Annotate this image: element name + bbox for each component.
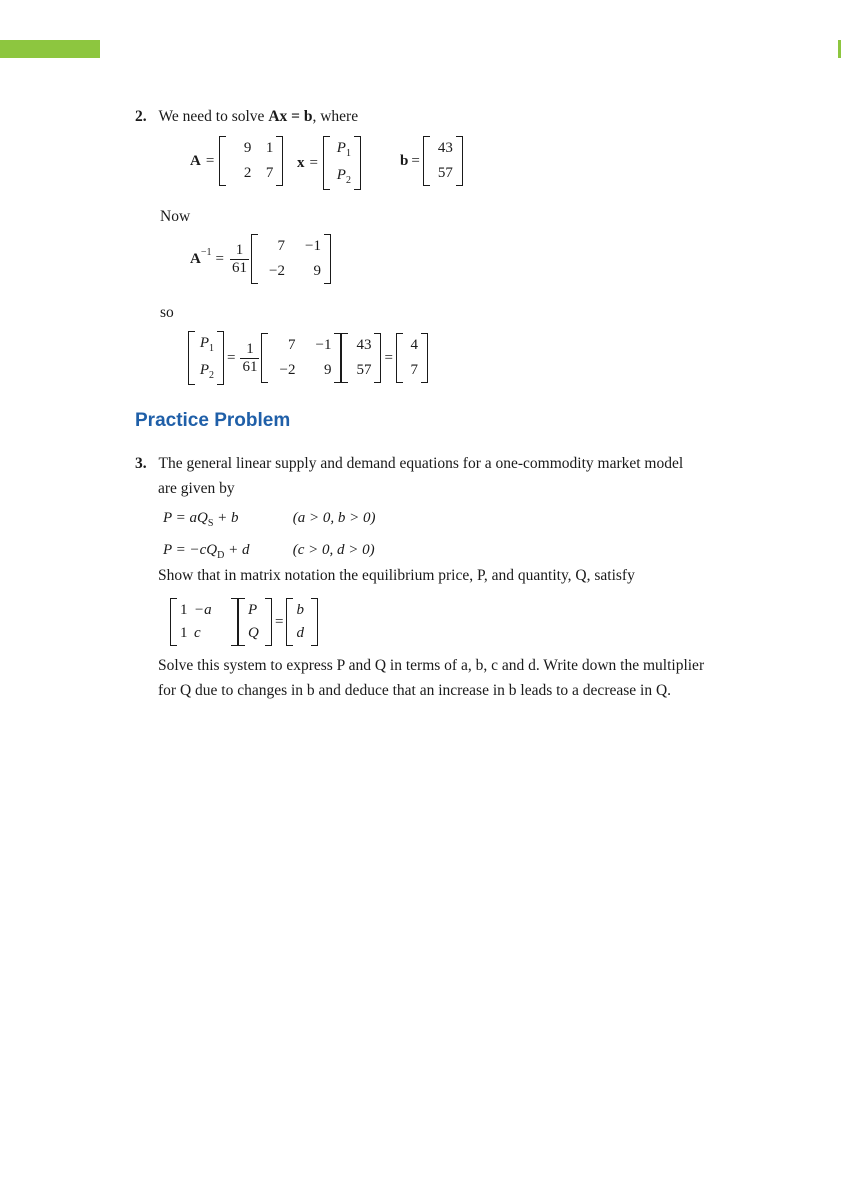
header-accent-bar (0, 40, 100, 58)
solve-line-1: Solve this system to express P and Q in terms of a, b, c and d. Write down the multiplier (158, 657, 705, 674)
supply-demand-equations (163, 505, 375, 569)
matrix-cell: −1 (304, 238, 321, 254)
solution-equation: $P_1$ $P_2$ = $\frac{1}{61}$ 7 −1 −2 9 43 57 = 4 7 (188, 331, 428, 385)
vector-b-entry: 43 (437, 140, 453, 156)
practice-problem-heading: Practice Problem (135, 410, 291, 431)
vector-x-entry: P (336, 167, 346, 183)
equation-rhs: + d (224, 542, 250, 558)
vector-entry: Q (248, 625, 259, 641)
vector-b-entry: 43 (356, 337, 372, 353)
matrix-a-cell: 1 (265, 140, 274, 156)
matrix-cell: −2 (268, 263, 285, 279)
equation-rhs: + b (213, 510, 239, 526)
fraction-numerator: 1 (246, 340, 254, 357)
equation-condition: (c > 0, d > 0) (292, 542, 375, 558)
equation-lhs: P = aQ (163, 510, 208, 526)
matrix-a-definition: A = 9 1 2 7 (190, 136, 283, 186)
matrix-cell: c (194, 625, 201, 641)
vector-x-entry: P (336, 140, 346, 156)
solve-text (158, 653, 808, 703)
subscript: D (217, 550, 225, 561)
vector-b (341, 333, 381, 383)
matrix-a-inverse-label: A (190, 250, 201, 267)
matrix-cell: 7 (277, 238, 285, 254)
subscript: S (207, 518, 214, 529)
equation-condition: (a > 0, b > 0) (292, 510, 376, 526)
result-entry: 4 (410, 337, 418, 353)
matrix-a-inverse-values (261, 333, 341, 383)
so-text: so (160, 304, 174, 321)
now-text: Now (160, 208, 191, 225)
intro-text-end: , where (312, 108, 359, 125)
coefficient-matrix (170, 598, 238, 646)
vector-b-entry: 57 (437, 165, 453, 181)
result-vector (396, 333, 428, 383)
intro-text: We need to solve (158, 108, 269, 125)
constant-vector (286, 598, 318, 646)
problem-3-line-2: are given by (158, 480, 235, 497)
fraction-denominator: 61 (231, 259, 247, 276)
vector-entry: d (296, 625, 304, 641)
subscript: 2 (345, 175, 351, 186)
vector-x-definition: x = $P_1$ $P_2$ (297, 136, 361, 190)
problem-2-intro (135, 104, 358, 129)
matrix-a-cell: 9 (243, 140, 252, 156)
vector-entry: b (296, 602, 304, 618)
fraction-numerator: 1 (235, 241, 244, 258)
matrix-cell: 9 (313, 263, 321, 279)
problem-3-text (135, 451, 795, 501)
vector-entry: P (248, 602, 258, 618)
subscript: 1 (345, 148, 351, 159)
vector-b-label: b (400, 152, 409, 169)
vector-b-entry: 57 (356, 362, 372, 378)
vector-x (323, 136, 361, 190)
problem-number: 2. (135, 108, 147, 125)
matrix-a-label: A (190, 152, 201, 169)
matrix-cell: 1 (180, 602, 188, 618)
vector-b (423, 136, 463, 186)
equation-ax-b: Ax = b (268, 108, 313, 125)
matrix-a-inverse: A $^{-1}$ = $\frac{1}{61}$ 7 −1 −2 9 (190, 234, 331, 284)
solve-line-2: for Q due to changes in b and deduce that an increase in b leads to a decrease in Q. (158, 682, 672, 699)
matrix-a-cell: 7 (265, 165, 274, 181)
matrix-cell: 1 (180, 625, 188, 641)
fraction-denominator: 61 (242, 358, 258, 375)
matrix-a-cell: 2 (243, 165, 252, 181)
matrix-cell: −1 (315, 337, 332, 353)
supply-equation (163, 505, 375, 537)
show-text: Show that in matrix notation the equilibrium price, P, and quantity, Q, satisfy (158, 567, 635, 584)
subscript: 2 (209, 370, 214, 381)
result-entry: 7 (410, 362, 418, 378)
inverse-superscript: −1 (200, 246, 212, 258)
fraction (240, 341, 259, 376)
matrix-equation: 1 −a 1 c P Q = b d (170, 598, 318, 646)
matrix-cell: −a (194, 602, 212, 618)
problem-number: 3. (135, 455, 147, 472)
equation-lhs: P = −cQ (163, 542, 218, 558)
vector-p-entry: P (199, 362, 209, 378)
problem-3-line-1: The general linear supply and demand equations for a one-commodity market model (158, 455, 684, 472)
subscript: 1 (209, 343, 214, 354)
matrix-cell: 7 (287, 337, 296, 353)
matrix-cell: −2 (279, 362, 296, 378)
matrix-a (219, 136, 283, 186)
fraction (230, 242, 249, 277)
unknown-vector (238, 598, 272, 646)
vector-p (188, 331, 224, 385)
matrix-cell: 9 (323, 362, 332, 378)
vector-b-definition: b = 43 57 (400, 136, 463, 186)
vector-p-entry: P (199, 335, 209, 351)
vector-x-label: x (297, 154, 305, 171)
matrix-a-inverse-values (251, 234, 331, 284)
